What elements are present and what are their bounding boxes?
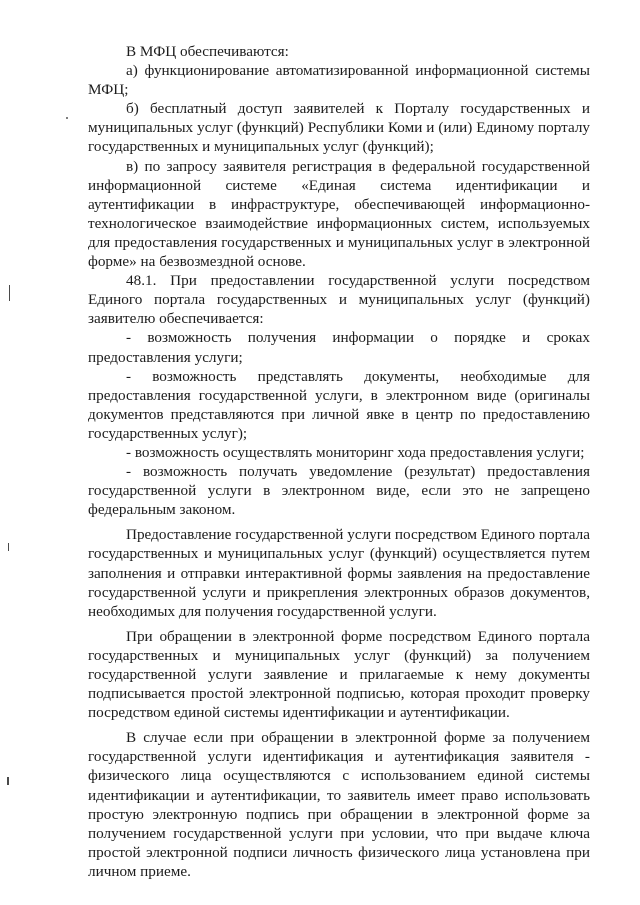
- paragraph-portal-submission: Предоставление государственной услуги посредством Единого портала государственных и муниципальных услуг (функций) осуществляется путем заполнения и отправки интерактивной формы заявления на предоставление государственной услуги и прикрепления электронных образов документов, необходимых для получения государственной услуги.: [88, 526, 590, 620]
- document-page: [88, 42, 590, 881]
- paragraph-48-1: 48.1. При предоставлении государственной услуги посредством Единого портала государственных и муниципальных услуг (функций) заявителю обеспечивается:: [88, 272, 590, 328]
- paragraph-a: а) функционирование автоматизированной информационной системы МФЦ;: [88, 62, 590, 99]
- paragraph-b: б) бесплатный доступ заявителей к Порталу государственных и муниципальных услуг (функций) Республики Коми и (или) Единому порталу государственных и муниципальных услуг (функций);: [88, 100, 590, 156]
- paragraph-electronic-signature: При обращении в электронной форме посредством Единого портала государственных и муниципальных услуг (функций) за получением государственной услуги заявление и прилагаемые к нему документы подписывается простой электронной подписью, которая проходит проверку посредством единой системы идентификации и аутентификации.: [88, 627, 590, 722]
- list-item-documents: - возможность представлять документы, необходимые для предоставления государственной услуги, в электронном виде (оригиналы документов представляются при личной явке в центр по предоставлению государственных услуг);: [88, 367, 590, 442]
- paragraph-simple-signature: В случае если при обращении в электронной форме за получением государственной услуги идентификация и аутентификация заявителя - физического лица осуществляются с использованием единой системы идентификации и аутентификации, то заявитель имеет право использовать простую электронную подпись при обращении в электронной форме за получением государственной услуги при условии, что при выдаче ключа простой электронной подписи личность физического лица установлена при личном приеме.: [88, 729, 590, 880]
- scan-mark: [9, 285, 10, 301]
- scan-mark: [8, 543, 9, 551]
- list-item-info: - возможность получения информации о порядке и сроках предоставления услуги;: [88, 329, 590, 366]
- scan-mark: [7, 777, 9, 785]
- paragraph-c: в) по запросу заявителя регистрация в федеральной государственной информационной системе «Единая система идентификации и аутентификации в инфраструктуре, обеспечивающей информационно-технологическое взаимодействие информационных систем, используемых для предоставления государственных и муниципальных услуг в электронной форме» на безвозмездной основе.: [88, 157, 590, 271]
- paragraph-intro: В МФЦ обеспечиваются:: [126, 43, 289, 60]
- scan-speck: [66, 117, 68, 119]
- list-item-monitoring: - возможность осуществлять мониторинг хода предоставления услуги;: [126, 443, 585, 461]
- list-item-notification: - возможность получать уведомление (результат) предоставления государственной услуги в электронном виде, если это не запрещено федеральным законом.: [88, 463, 590, 519]
